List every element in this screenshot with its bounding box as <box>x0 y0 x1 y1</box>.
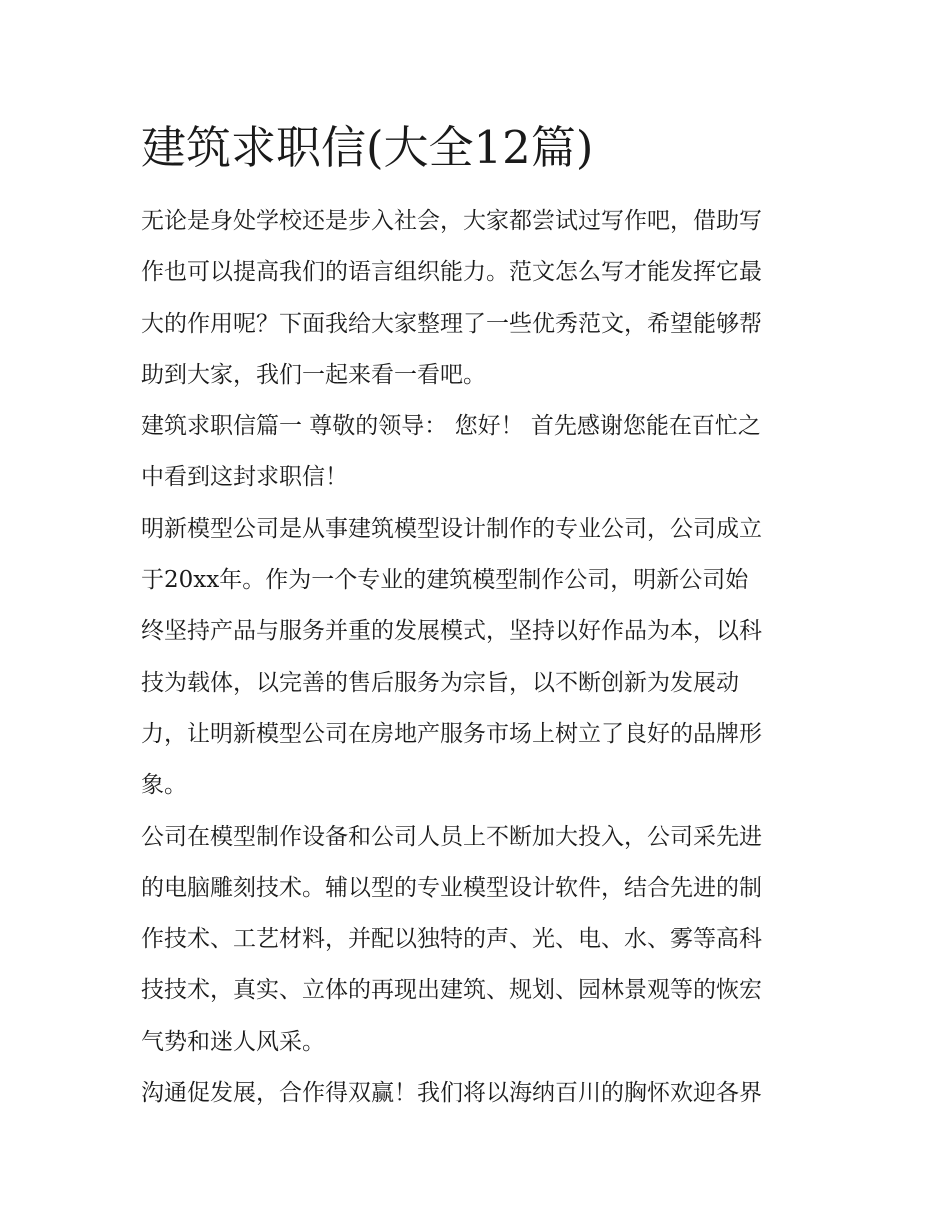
text-line: 作技术、工艺材料，并配以独特的声、光、电、水、雾等高科 <box>141 926 762 953</box>
paragraph-cooperation <box>141 1068 821 1119</box>
text-line: 的电脑雕刻技术。辅以型的专业模型设计软件，结合先进的制 <box>141 874 762 901</box>
text-line: 公司在模型制作设备和公司人员上不断加大投入，公司采先进 <box>141 823 762 850</box>
paragraph-greeting <box>141 401 821 504</box>
text-line: 中看到这封求职信！ <box>141 464 348 491</box>
text-line: 终坚持产品与服务并重的发展模式，坚持以好作品为本，以科 <box>141 618 762 645</box>
text-line: 技技术，真实、立体的再现出建筑、规划、园林景观等的恢宏 <box>141 977 762 1004</box>
paragraph-company-intro <box>141 504 821 812</box>
text-line: 建筑求职信篇一 尊敬的领导： 您好！ 首先感谢您能在百忙之 <box>141 413 761 440</box>
text-line: 技为载体，以完善的售后服务为宗旨，以不断创新为发展动 <box>141 669 739 696</box>
text-line: 明新模型公司是从事建筑模型设计制作的专业公司，公司成立 <box>141 515 762 542</box>
text-line: 力，让明新模型公司在房地产服务市场上树立了良好的品牌形 <box>141 720 762 747</box>
page-title: 建筑求职信(大全12篇) <box>141 121 594 174</box>
text-line: 气势和迷人风采。 <box>141 1028 325 1055</box>
text-line: 大的作用呢？下面我给大家整理了一些优秀范文，希望能够帮 <box>141 310 762 337</box>
paragraph-equipment <box>141 812 821 1068</box>
text-line: 于20xx年。作为一个专业的建筑模型制作公司，明新公司始 <box>141 567 749 594</box>
document-body <box>141 196 821 1119</box>
text-line: 助到大家，我们一起来看一看吧。 <box>141 361 486 388</box>
text-line: 象。 <box>141 772 187 799</box>
text-line: 沟通促发展，合作得双赢！我们将以海纳百川的胸怀欢迎各界 <box>141 1080 762 1107</box>
text-line: 无论是身处学校还是步入社会，大家都尝试过写作吧，借助写 <box>141 208 762 234</box>
text-line: 作也可以提高我们的语言组织能力。范文怎么写才能发挥它最 <box>141 259 762 286</box>
paragraph-intro <box>141 196 821 401</box>
